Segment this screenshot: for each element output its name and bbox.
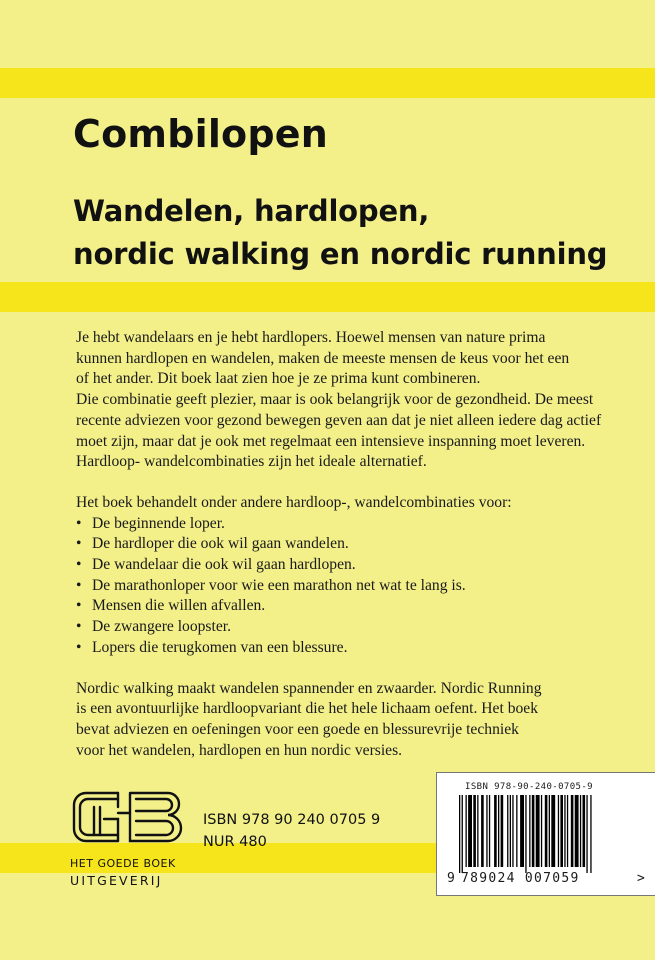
- isbn-text: ISBN 978 90 240 0705 9: [203, 812, 381, 828]
- barcode-bar: [549, 795, 550, 867]
- barcode-bar: [558, 795, 559, 867]
- barcode-bar: [494, 795, 497, 867]
- barcode-bar: [560, 795, 563, 867]
- book-title: Combilopen: [73, 112, 328, 156]
- barcode-bar: [525, 795, 526, 873]
- barcode-bar: [501, 795, 504, 867]
- barcode-bar: [583, 795, 586, 867]
- barcode-bar: [473, 795, 476, 867]
- paragraph-gap: [76, 473, 655, 493]
- barcode-bar: [481, 795, 484, 867]
- barcode-bar: [586, 795, 587, 873]
- list-item: • Lopers die terugkomen van een blessure.: [76, 638, 655, 659]
- barcode-bar: [510, 795, 511, 867]
- barcode-bar: [507, 795, 508, 867]
- list-intro: Het boek behandelt onder andere hardloop-, wandelcombinaties voor:: [76, 493, 512, 511]
- barcode-bar: [590, 795, 591, 873]
- subtitle-line-2: nordic walking en nordic running: [73, 237, 608, 271]
- barcode-bar: [486, 795, 487, 867]
- intro-line: Hardloop- wandelcombinaties zijn het ideale alternatief.: [76, 453, 427, 471]
- list-item: • De marathonloper voor wie een marathon net wat te lang is.: [76, 576, 655, 597]
- barcode-bar: [477, 795, 478, 867]
- nur-text: NUR 480: [203, 834, 267, 850]
- barcode-bar: [580, 795, 581, 867]
- barcode-bar: [520, 795, 524, 867]
- publisher-subname: UITGEVERIJ: [70, 873, 163, 888]
- intro-line: kunnen hardlopen en wandelen, maken de meeste mensen de keus voor het een: [76, 349, 570, 367]
- subtitle-line-1: Wandelen, hardlopen,: [73, 194, 430, 228]
- barcode-bar: [462, 795, 463, 873]
- book-subtitle: [73, 190, 607, 276]
- barcode-bar: [459, 795, 460, 873]
- isbn-block: [203, 809, 380, 853]
- barcode-bars: [459, 795, 635, 873]
- list-item: • De hardloper die ook wil gaan wandelen.: [76, 534, 655, 555]
- barcode-end-mark: >: [637, 871, 645, 886]
- list-item: • Mensen die willen afvallen.: [76, 596, 655, 617]
- outro-line: is een avontuurlijke hardloopvariant die het hele lichaam oefent. Het boek: [76, 700, 539, 718]
- barcode-bar: [516, 795, 517, 867]
- intro-line: Je hebt wandelaars en je hebt hardlopers. Hoewel mensen van nature prima: [76, 329, 546, 346]
- barcode-bar: [489, 795, 490, 867]
- paragraph-gap: [76, 659, 655, 679]
- barcode-first-digit: 9: [447, 871, 455, 886]
- barcode-bar: [468, 795, 472, 867]
- intro-line: moet zijn, maar dat je ook met regelmaat een intensieve inspanning moet leveren.: [76, 432, 586, 450]
- barcode-bar: [541, 795, 542, 867]
- outro-line: Nordic walking maakt wandelen spannender en zwaarder. Nordic Running: [76, 679, 542, 697]
- intro-line: Die combinatie geeft plezier, maar is ook belangrijk voor de gezondheid. De meest: [76, 391, 594, 409]
- barcode-bar: [575, 795, 579, 867]
- barcode-bar: [567, 795, 568, 867]
- barcode-label: [436, 772, 655, 896]
- barcode-bar: [571, 795, 574, 867]
- barcode-bar: [466, 795, 467, 867]
- outro-line: voor het wandelen, hardlopen en hun nordic versies.: [76, 741, 403, 759]
- list-item: • De zwangere loopster.: [76, 617, 655, 638]
- barcode-digits: 789024 007059: [461, 871, 580, 886]
- publisher-logo: [70, 787, 192, 847]
- intro-line: of het ander. Dit boek laat zien hoe je ze prima kunt combineren.: [76, 370, 481, 388]
- barcode-bar: [512, 795, 513, 867]
- publisher-name: HET GOEDE BOEK: [70, 857, 176, 870]
- barcode-bar: [536, 795, 540, 867]
- list-item: • De wandelaar die ook wil gaan hardlopen.: [76, 555, 655, 576]
- barcode-bar: [532, 795, 535, 867]
- outro-line: bevat adviezen en oefeningen voor een goede en blessurevrije techniek: [76, 720, 519, 738]
- intro-line: recente adviezen voor gezond bewegen geven aan dat je niet alleen iedere dag actief: [76, 411, 602, 429]
- middle-yellow-band: [0, 282, 655, 312]
- barcode-bar: [564, 795, 565, 867]
- barcode-bar: [545, 795, 548, 867]
- back-cover-text: [76, 328, 655, 761]
- barcode-bar: [529, 795, 530, 867]
- barcode-isbn-text: ISBN 978-90-240-0705-9: [465, 782, 594, 792]
- barcode-bar: [498, 795, 499, 867]
- barcode-bar: [551, 795, 555, 867]
- target-group-list: [76, 514, 655, 659]
- list-item: • De beginnende loper.: [76, 514, 655, 535]
- top-yellow-band: [0, 68, 655, 98]
